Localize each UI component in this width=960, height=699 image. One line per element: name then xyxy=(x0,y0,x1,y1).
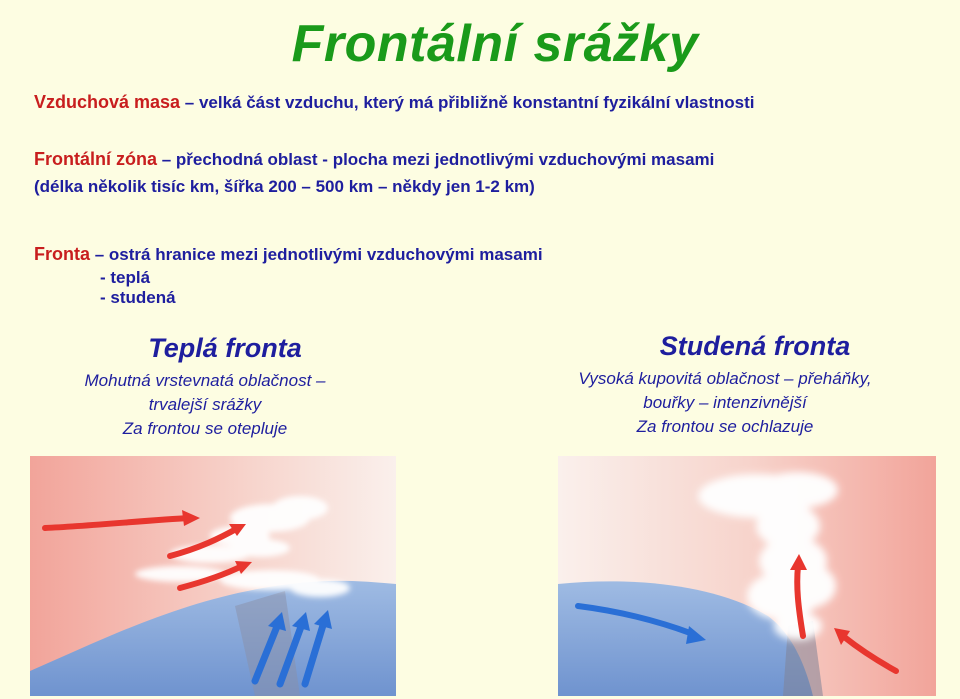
definition-front-text: – ostrá hranice mezi jednotlivými vzduchovými masami xyxy=(90,245,543,264)
front-type-cold: - studená xyxy=(100,288,176,307)
cold-front-heading: Studená fronta xyxy=(659,331,851,361)
definition-frontal-zone xyxy=(34,149,714,170)
definition-front xyxy=(34,244,543,265)
term-air-mass: Vzduchová masa xyxy=(34,92,181,112)
warm-front-line: trvalejší srážky xyxy=(148,395,262,414)
page-title: Frontální srážky xyxy=(291,15,699,73)
warm-front-description xyxy=(20,369,390,441)
term-frontal-zone: Frontální zóna xyxy=(34,149,157,169)
cold-front-diagram xyxy=(558,456,936,696)
warm-front-heading: Teplá fronta xyxy=(148,333,302,363)
cold-front-line: Za frontou se ochlazuje xyxy=(636,417,814,436)
warm-front-line: Mohutná vrstevnatá oblačnost – xyxy=(84,371,326,390)
front-type-warm: - teplá xyxy=(100,268,151,287)
definition-air-mass-text: – velká část vzduchu, který má přibližně konstantní fyzikální vlastnosti xyxy=(180,93,755,112)
warm-front-line: Za frontou se otepluje xyxy=(122,419,288,438)
cold-front-description xyxy=(520,367,930,439)
definition-frontal-zone-text: – přechodná oblast - plocha mezi jednotlivými vzduchovými masami xyxy=(157,150,715,169)
cold-front-line: Vysoká kupovitá oblačnost – přeháňky, xyxy=(578,369,872,388)
definition-air-mass xyxy=(34,92,754,113)
warm-front-diagram xyxy=(30,456,396,696)
cold-front-line: bouřky – intenzivnější xyxy=(643,393,807,412)
frontal-zone-dimensions: (délka několik tisíc km, šířka 200 – 500 km – někdy jen 1-2 km) xyxy=(34,177,535,196)
term-front: Fronta xyxy=(34,244,90,264)
